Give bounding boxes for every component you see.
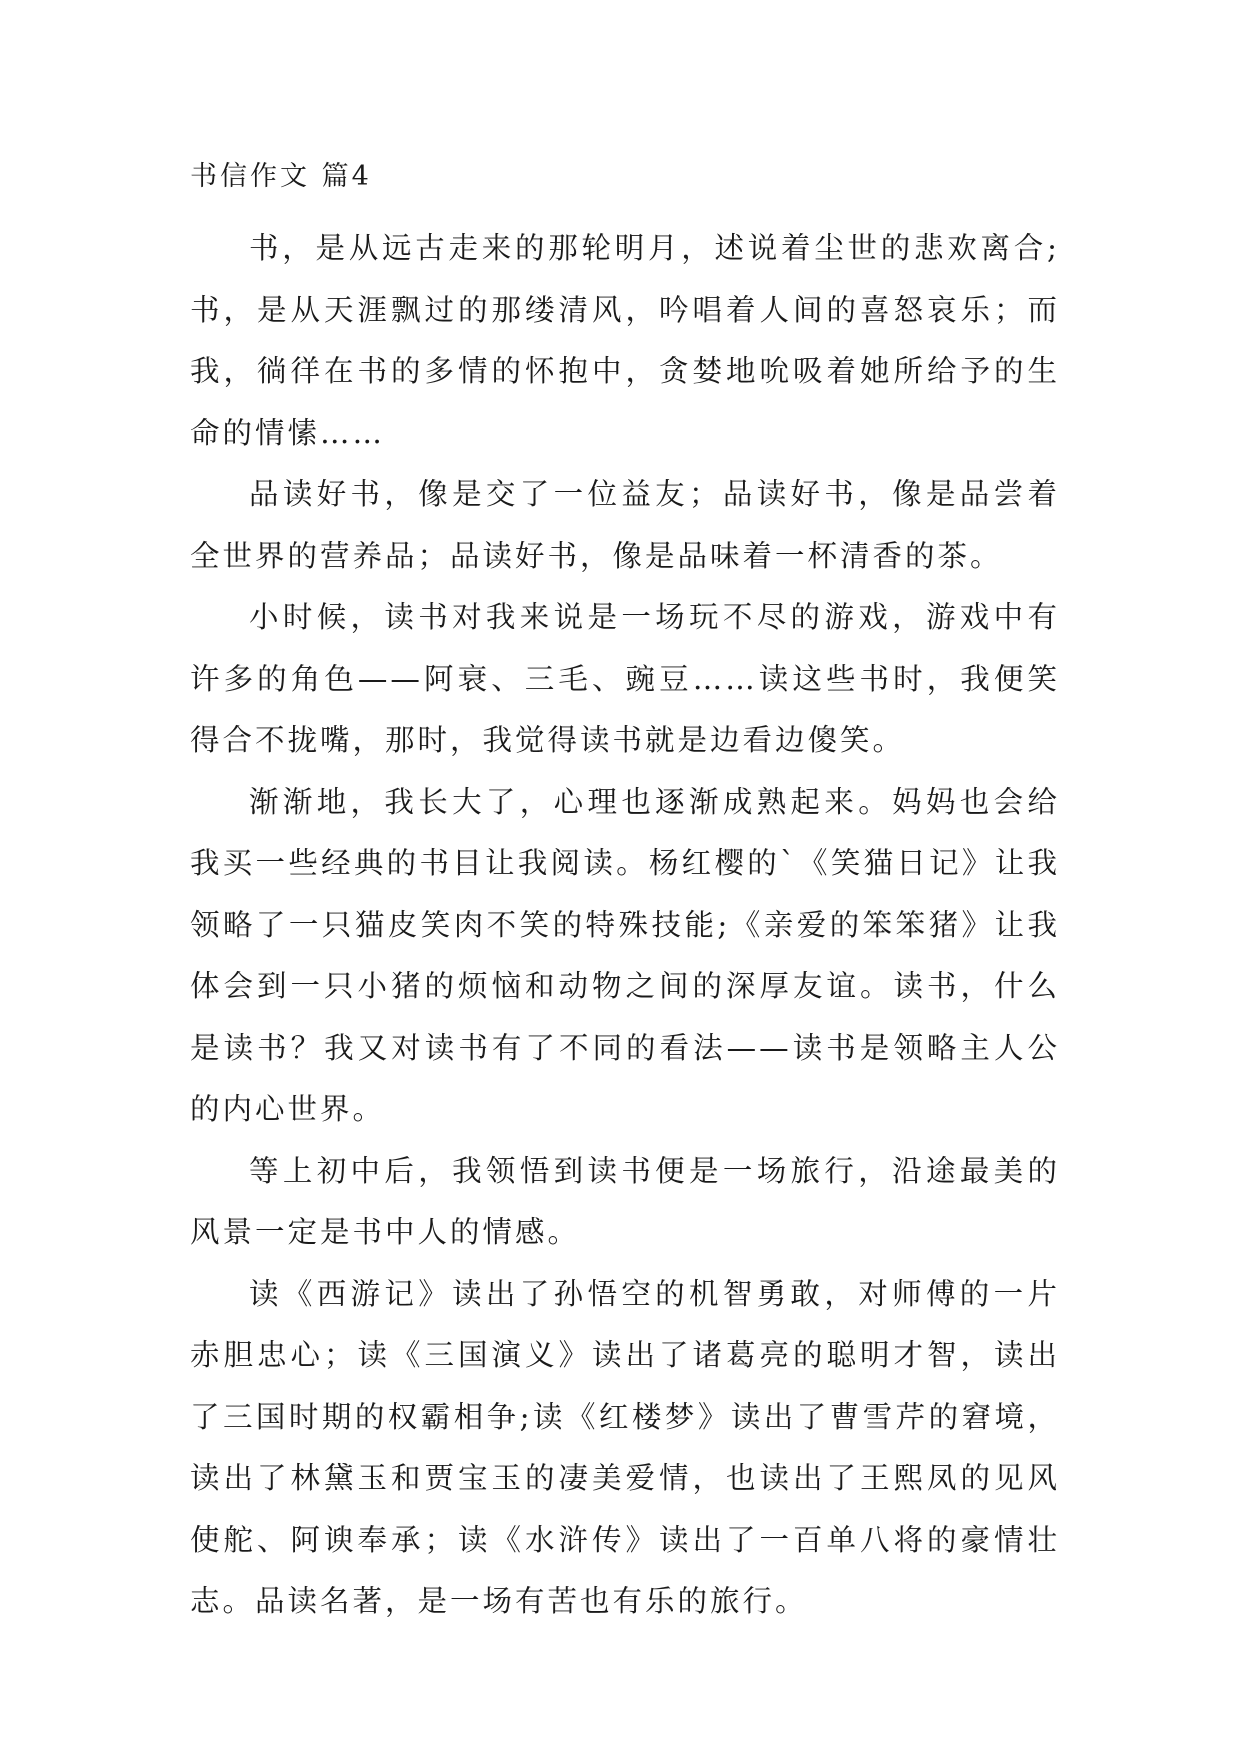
document-body: [190, 160, 1060, 1633]
paragraph-4: 渐渐地，我长大了，心理也逐渐成熟起来。妈妈也会给我买一些经典的书目让我阅读。杨红樱的`《笑猫日记》让我领略了一只猫皮笑肉不笑的特殊技能;《亲爱的笨笨猪》让我体会到一只小猪的烦恼和动物之间的深厚友谊。读书，什么是读书？我又对读书有了不同的看法——读书是领略主人公的内心世界。: [190, 784, 1060, 1126]
paragraph-6: 读《西游记》读出了孙悟空的机智勇敢，对师傅的一片赤胆忠心；读《三国演义》读出了诸葛亮的聪明才智，读出了三国时期的权霸相争;读《红楼梦》读出了曹雪芹的窘境，读出了林黛玉和贾宝玉的凄美爱情，也读出了王熙凤的见风使舵、阿谀奉承；读《水浒传》读出了一百单八将的豪情壮志。品读名著，是一场有苦也有乐的旅行。: [190, 1276, 1060, 1618]
paragraph-2: 品读好书，像是交了一位益友；品读好书，像是品尝着全世界的营养品；品读好书，像是品味着一杯清香的茶。: [190, 477, 1060, 573]
paragraph-3: 小时候，读书对我来说是一场玩不尽的游戏，游戏中有许多的角色——阿衰、三毛、豌豆……读这些书时，我便笑得合不拢嘴，那时，我觉得读书就是边看边傻笑。: [190, 600, 1060, 757]
paragraph-5: 等上初中后，我领悟到读书便是一场旅行，沿途最美的风景一定是书中人的情感。: [190, 1153, 1060, 1249]
paragraph-1: 书，是从远古走来的那轮明月，述说着尘世的悲欢离合;书，是从天涯飘过的那缕清风，吟唱着人间的喜怒哀乐；而我，徜徉在书的多情的怀抱中，贪婪地吮吸着她所给予的生命的情愫……: [190, 231, 1060, 450]
document-title: 书信作文 篇4: [190, 161, 372, 192]
